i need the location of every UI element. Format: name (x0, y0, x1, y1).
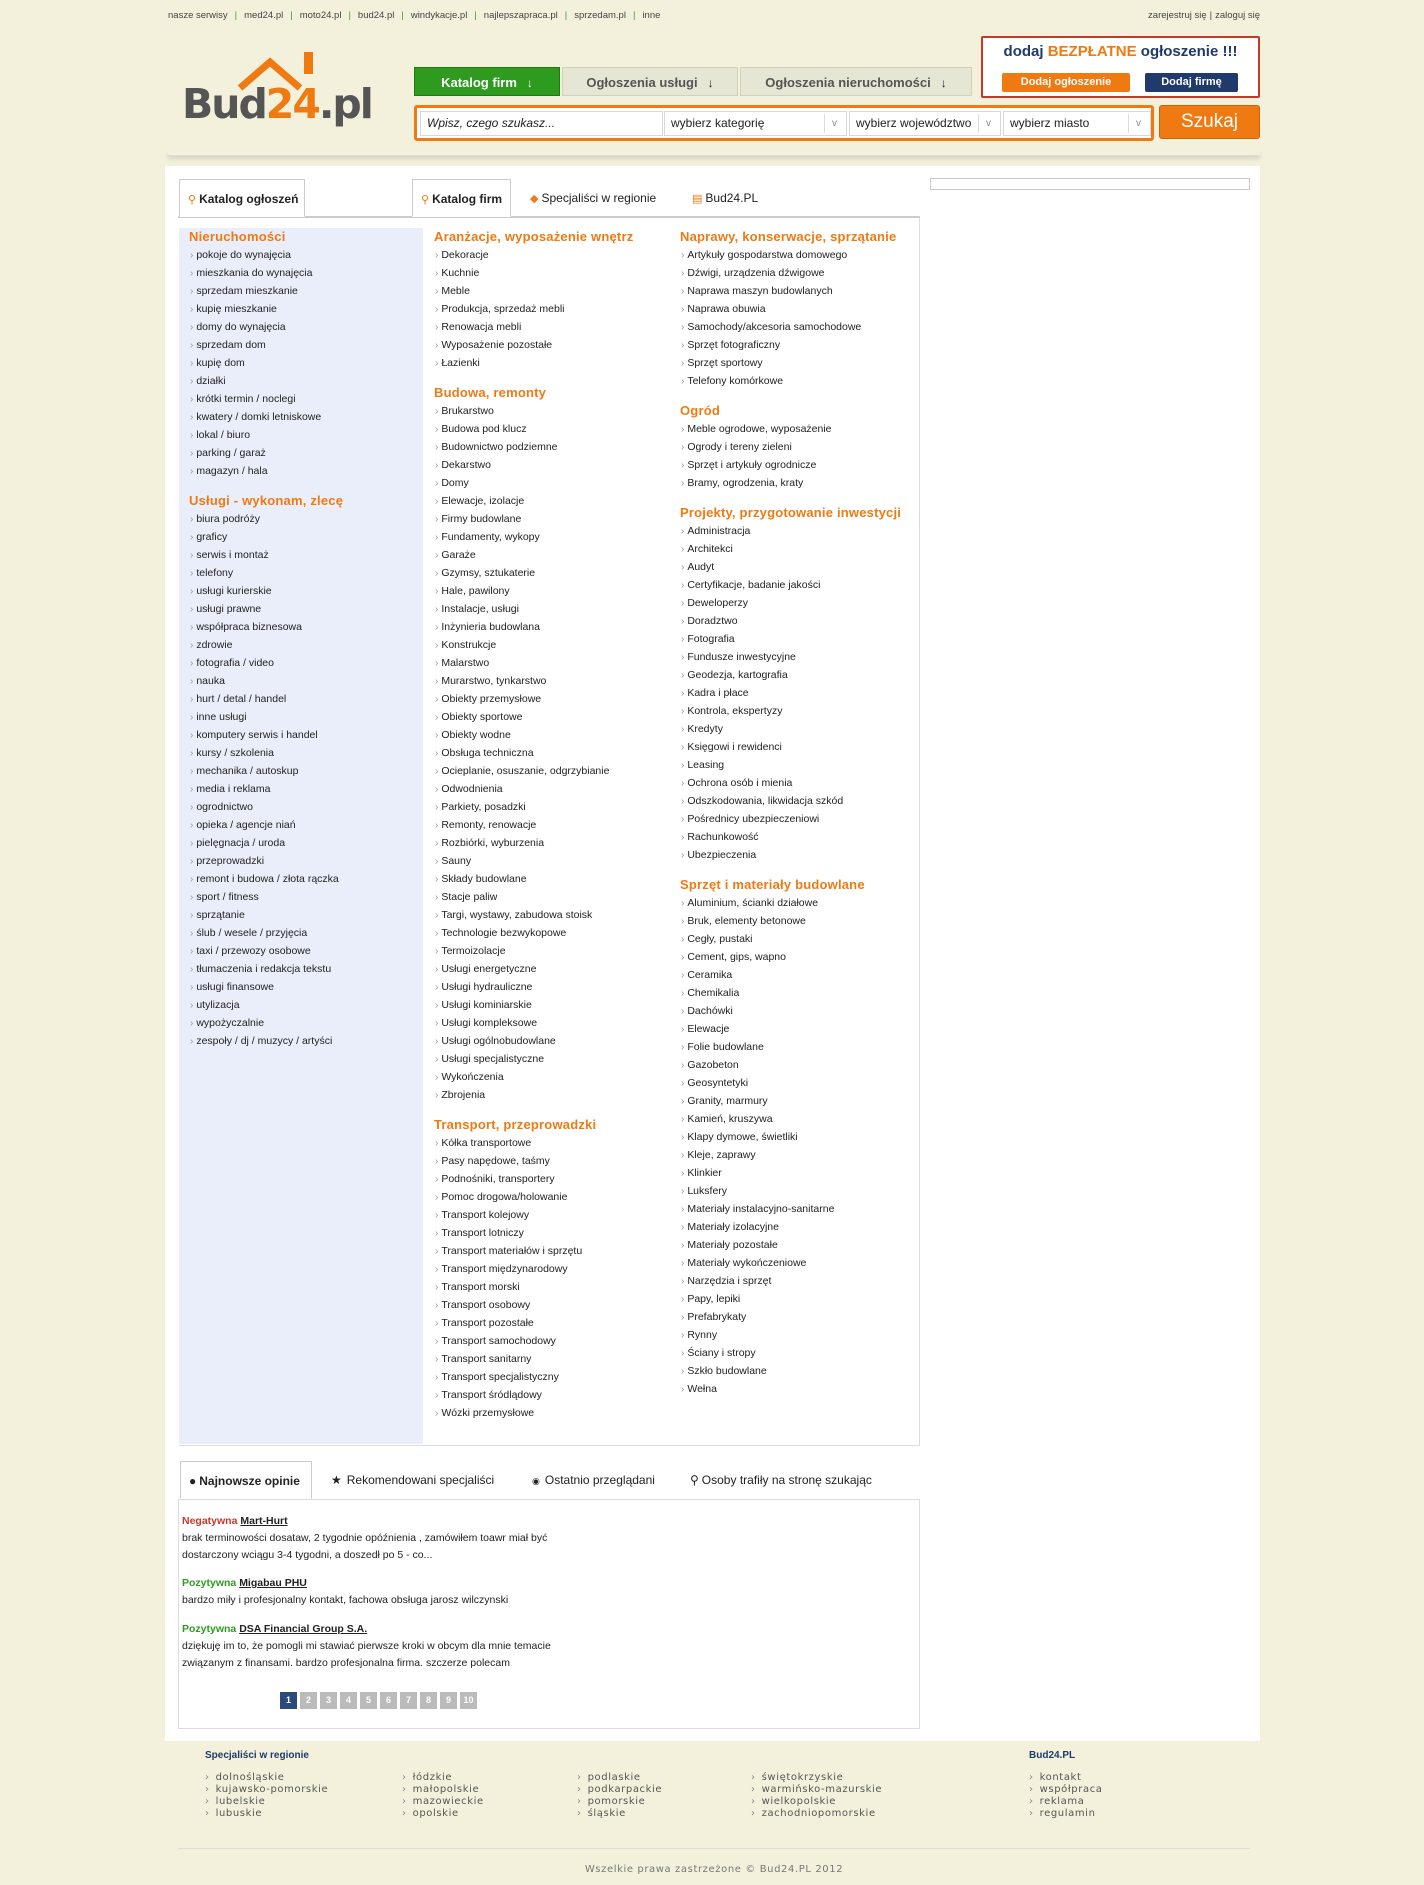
category-list (681, 246, 861, 390)
category-link[interactable]: › Cegły, pustaki (681, 930, 834, 948)
category-link[interactable]: › Usługi kominiarskie (435, 996, 609, 1014)
category-link[interactable]: › Bramy, ogrodzenia, kraty (681, 474, 832, 492)
category-link[interactable]: › Telefony komórkowe (681, 372, 861, 390)
map-icon: ◆ (530, 193, 539, 205)
opinion-text: dziękuję im to, że pomogli mi stawiać pierwsze kroki w obcym dla mnie temacie (182, 1640, 551, 1652)
category-link[interactable]: › Obiekty sportowe (435, 708, 609, 726)
category-link[interactable]: › pokoje do wynajęcia (190, 246, 321, 264)
category-link[interactable]: › Audyt (681, 558, 843, 576)
company-link[interactable]: DSA Financial Group S.A. (239, 1623, 368, 1635)
category-heading[interactable]: Projekty, przygotowanie inwestycji (680, 505, 902, 520)
category-link[interactable]: › Usługi specjalistyczne (435, 1050, 609, 1068)
category-list (681, 522, 843, 864)
tab-newest-opinions[interactable]: ● Najnowsze opinie (180, 1461, 312, 1499)
category-link[interactable]: › Administracja (681, 522, 843, 540)
category-link[interactable]: › lokal / biuro (190, 426, 321, 444)
category-link[interactable]: › Budowa pod klucz (435, 420, 609, 438)
footer-region-link[interactable]: › dolnośląskie (205, 1772, 328, 1784)
free-ad-promo (981, 36, 1260, 98)
page-button[interactable]: 10 (460, 1692, 477, 1709)
category-link[interactable]: › hurt / detal / handel (190, 690, 339, 708)
page-button[interactable]: 9 (440, 1692, 457, 1709)
footer-region-column (577, 1772, 662, 1820)
service-link[interactable]: med24.pl (244, 10, 284, 21)
category-link[interactable]: › Architekci (681, 540, 843, 558)
page-button[interactable]: 3 (320, 1692, 337, 1709)
nav-tab-realestate-ads[interactable]: Ogłoszenia nieruchomości ↓ (740, 67, 972, 96)
category-link[interactable]: › Malarstwo (435, 654, 609, 672)
category-link[interactable]: › Technologie bezwykopowe (435, 924, 609, 942)
footer-region-column (205, 1772, 328, 1820)
category-link[interactable]: › Prefabrykaty (681, 1308, 834, 1326)
category-link[interactable]: › Transport śródlądowy (435, 1386, 582, 1404)
category-link[interactable]: › Fotografia (681, 630, 843, 648)
tab-recommended[interactable]: ★ Rekomendowani specjaliści (331, 1473, 495, 1487)
tab-specialists[interactable]: ◆ Specjaliści w regionie (530, 191, 657, 205)
category-link[interactable]: › ogrodnictwo (190, 798, 339, 816)
category-link[interactable]: › Usługi ogólnobudowlane (435, 1032, 609, 1050)
footer-region-column (402, 1772, 484, 1820)
category-link[interactable]: › sprzedam dom (190, 336, 321, 354)
category-link[interactable]: › Transport kolejowy (435, 1206, 582, 1224)
category-list (435, 1134, 582, 1422)
category-link[interactable]: › Obiekty przemysłowe (435, 690, 609, 708)
category-link[interactable]: › Meble ogrodowe, wyposażenie (681, 420, 832, 438)
category-link[interactable]: › Transport międzynarodowy (435, 1260, 582, 1278)
category-link[interactable]: › Wełna (681, 1380, 834, 1398)
footer-region-link[interactable]: › mazowieckie (402, 1796, 484, 1808)
category-link[interactable]: › współpraca biznesowa (190, 618, 339, 636)
category-link[interactable]: › Składy budowlane (435, 870, 609, 888)
category-link[interactable]: › Brukarstwo (435, 402, 609, 420)
page-button[interactable]: 7 (400, 1692, 417, 1709)
service-link[interactable]: sprzedam.pl (574, 10, 626, 21)
category-link[interactable]: › wypożyczalnie (190, 1014, 339, 1032)
category-link[interactable]: › biura podróży (190, 510, 339, 528)
category-link[interactable]: › sprzedam mieszkanie (190, 282, 321, 300)
footer-region-link[interactable]: › kujawsko-pomorskie (205, 1784, 328, 1796)
category-link[interactable]: › usługi prawne (190, 600, 339, 618)
category-link[interactable]: › Certyfikacje, badanie jakości (681, 576, 843, 594)
category-link[interactable]: › mieszkania do wynajęcia (190, 264, 321, 282)
category-link[interactable]: › Ceramika (681, 966, 834, 984)
category-link[interactable]: › Klapy dymowe, świetliki (681, 1128, 834, 1146)
category-heading[interactable]: Sprzęt i materiały budowlane (680, 877, 865, 892)
category-link[interactable]: › Sprzęt fotograficzny (681, 336, 861, 354)
category-link[interactable]: › Aluminium, ścianki działowe (681, 894, 834, 912)
category-link[interactable]: › Odszkodowania, likwidacja szkód (681, 792, 843, 810)
city-select[interactable]: wybierz miasto v (1003, 111, 1151, 136)
opinion-text: dostarczony wciągu 3-4 tygodni, a doszedł po 5 - co... (182, 1549, 433, 1561)
footer-region-link[interactable]: › lubelskie (205, 1796, 328, 1808)
footer-region-link[interactable]: › świętokrzyskie (751, 1772, 882, 1784)
category-link[interactable]: › Transport sanitarny (435, 1350, 582, 1368)
category-link[interactable]: › Narzędzia i sprzęt (681, 1272, 834, 1290)
category-link[interactable]: › Termoizolacje (435, 942, 609, 960)
footer-region-link[interactable]: › wielkopolskie (751, 1796, 882, 1808)
category-link[interactable]: › media i reklama (190, 780, 339, 798)
category-heading[interactable]: Budowa, remonty (434, 385, 547, 400)
sidebar-box (930, 178, 1250, 190)
opinion-text: bardzo miły i profesjonalny kontakt, fachowa obsługa jarosz wilczynski (182, 1594, 509, 1606)
tab-bud24[interactable]: ▤ Bud24.PL (692, 191, 759, 205)
category-link[interactable]: › Rachunkowość (681, 828, 843, 846)
tab-search-terms[interactable]: ⚲ Osoby trafiły na stronę szukając (690, 1473, 872, 1487)
category-link[interactable]: › sport / fitness (190, 888, 339, 906)
services-links: nasze serwisy | med24.pl | moto24.pl | bud24.pl | windykacje.pl | najlepszapraca.pl | sprzedam.pl | inne (168, 10, 661, 21)
category-link[interactable]: › Hale, pawilony (435, 582, 609, 600)
category-link[interactable]: › Usługi kompleksowe (435, 1014, 609, 1032)
category-link[interactable]: › serwis i montaż (190, 546, 339, 564)
category-link[interactable]: › Transport osobowy (435, 1296, 582, 1314)
category-link[interactable]: › Remonty, renowacje (435, 816, 609, 834)
page-button[interactable]: 8 (420, 1692, 437, 1709)
category-link[interactable]: › Usługi hydrauliczne (435, 978, 609, 996)
site-logo[interactable] (182, 50, 372, 128)
opinion-type: Pozytywna (182, 1623, 237, 1635)
region-select[interactable]: wybierz województwo v (849, 111, 1001, 136)
category-link[interactable]: › Transport materiałów i sprzętu (435, 1242, 582, 1260)
category-heading[interactable]: Aranżacje, wyposażenie wnętrz (434, 229, 634, 244)
add-ad-button[interactable]: Dodaj ogłoszenie (1002, 73, 1130, 92)
copyright: Wszelkie prawa zastrzeżone © Bud24.PL 2012 (584, 1864, 844, 1875)
category-link[interactable]: › Instalacje, usługi (435, 600, 609, 618)
category-list (681, 894, 834, 1398)
category-link[interactable]: › Naprawa maszyn budowlanych (681, 282, 861, 300)
category-link[interactable]: › przeprowadzki (190, 852, 339, 870)
category-link[interactable]: › Materiały wykończeniowe (681, 1254, 834, 1272)
category-link[interactable]: › Obsługa techniczna (435, 744, 609, 762)
category-link[interactable]: › Pośrednicy ubezpieczeniowi (681, 810, 843, 828)
category-link[interactable]: › Inżynieria budowlana (435, 618, 609, 636)
category-heading[interactable]: Usługi - wykonam, zlecę (189, 493, 344, 508)
search-icon: ⚲ (421, 194, 430, 206)
category-link[interactable]: › utylizacja (190, 996, 339, 1014)
category-link[interactable]: › Firmy budowlane (435, 510, 609, 528)
category-link[interactable]: › Transport lotniczy (435, 1224, 582, 1242)
category-link[interactable]: › kupię mieszkanie (190, 300, 321, 318)
category-link[interactable]: › Usługi energetyczne (435, 960, 609, 978)
category-link[interactable]: › Kredyty (681, 720, 843, 738)
category-link[interactable]: › telefony (190, 564, 339, 582)
tab-ads-catalog[interactable]: ⚲ Katalog ogłoszeń (179, 179, 305, 217)
category-link[interactable]: › tłumaczenia i redakcja tekstu (190, 960, 339, 978)
category-link[interactable]: › Materiały pozostałe (681, 1236, 834, 1254)
category-link[interactable]: › Papy, lepiki (681, 1290, 834, 1308)
category-link[interactable]: › komputery serwis i handel (190, 726, 339, 744)
category-link[interactable]: › Meble (435, 282, 564, 300)
footer-link[interactable]: › regulamin (1029, 1808, 1103, 1820)
footer-region-link[interactable]: › pomorskie (577, 1796, 662, 1808)
category-link[interactable]: › Parkiety, posadzki (435, 798, 609, 816)
category-link[interactable]: › zdrowie (190, 636, 339, 654)
category-heading[interactable]: Transport, przeprowadzki (434, 1117, 597, 1132)
category-link[interactable]: › krótki termin / noclegi (190, 390, 321, 408)
category-link[interactable]: › zespoły / dj / muzycy / artyści (190, 1032, 339, 1050)
category-link[interactable]: › taxi / przewozy osobowe (190, 942, 339, 960)
category-link[interactable]: › remont i budowa / złota rączka (190, 870, 339, 888)
category-link[interactable]: › opieka / agencje niań (190, 816, 339, 834)
register-link[interactable]: zarejestruj się (1148, 10, 1207, 21)
category-link[interactable]: › Szkło budowlane (681, 1362, 834, 1380)
category-link[interactable]: › fotografia / video (190, 654, 339, 672)
category-link[interactable]: › magazyn / hala (190, 462, 321, 480)
category-link[interactable]: › Materiały izolacyjne (681, 1218, 834, 1236)
category-link[interactable]: › Pomoc drogowa/holowanie (435, 1188, 582, 1206)
category-link[interactable]: › usługi kurierskie (190, 582, 339, 600)
category-link[interactable]: › Elewacje, izolacje (435, 492, 609, 510)
category-link[interactable]: › Produkcja, sprzedaż mebli (435, 300, 564, 318)
footer-region-column (751, 1772, 882, 1820)
category-link[interactable]: › Artykuły gospodarstwa domowego (681, 246, 861, 264)
category-link[interactable]: › Fundamenty, wykopy (435, 528, 609, 546)
category-link[interactable]: › Targi, wystawy, zabudowa stoisk (435, 906, 609, 924)
category-link[interactable]: › Sprzęt i artykuły ogrodnicze (681, 456, 832, 474)
category-link[interactable]: › Fundusze inwestycyjne (681, 648, 843, 666)
category-link[interactable]: › Luksfery (681, 1182, 834, 1200)
chevron-down-icon: v (978, 114, 998, 133)
category-link[interactable]: › Odwodnienia (435, 780, 609, 798)
category-link[interactable]: › Wyposażenie pozostałe (435, 336, 564, 354)
category-select[interactable]: wybierz kategorię v (664, 111, 847, 136)
service-link[interactable]: najlepszapraca.pl (483, 10, 558, 21)
footer-region-link[interactable]: › warmińsko-mazurskie (751, 1784, 882, 1796)
service-link[interactable]: nasze serwisy (168, 10, 228, 21)
category-link[interactable]: › Transport samochodowy (435, 1332, 582, 1350)
footer-region-link[interactable]: › podlaskie (577, 1772, 662, 1784)
category-link[interactable]: › usługi finansowe (190, 978, 339, 996)
category-link[interactable]: › Klinkier (681, 1164, 834, 1182)
opinion-type: Pozytywna (182, 1577, 237, 1589)
category-link[interactable]: › domy do wynajęcia (190, 318, 321, 336)
category-list (681, 420, 832, 492)
arrow-down-icon: ↓ (526, 76, 533, 90)
footer-regions-title: Specjaliści w regionie (205, 1750, 309, 1761)
category-link[interactable]: › Kadra i płace (681, 684, 843, 702)
footer-region-link[interactable]: › lubuskie (205, 1808, 328, 1820)
opinion-text: związanym z finansami. bardzo profesjonalna firma. szczerze polecam (182, 1657, 510, 1669)
category-link[interactable]: › Transport specjalistyczny (435, 1368, 582, 1386)
category-heading[interactable]: Nieruchomości (189, 229, 286, 244)
category-link[interactable]: › Murarstwo, tynkarstwo (435, 672, 609, 690)
service-link[interactable]: moto24.pl (299, 10, 342, 21)
search-icon: ⚲ (188, 194, 197, 206)
opinion-text: brak terminowości dosataw, 2 tygodnie opóźnienia , zamówiłem toawr miał być (182, 1532, 548, 1544)
category-link[interactable]: › graficy (190, 528, 339, 546)
category-link[interactable]: › Ogrody i tereny zieleni (681, 438, 832, 456)
nav-tab-service-ads[interactable]: Ogłoszenia usługi ↓ (562, 67, 738, 96)
category-link[interactable]: › Dachówki (681, 1002, 834, 1020)
category-link[interactable]: › Renowacja mebli (435, 318, 564, 336)
search-input[interactable]: Wpisz, czego szukasz... (420, 111, 663, 136)
search-icon: ⚲ (690, 1473, 699, 1487)
search-button[interactable]: Szukaj (1159, 105, 1260, 139)
tab-firm-catalog[interactable]: ⚲ Katalog firm (412, 179, 511, 217)
category-link[interactable]: › kupię dom (190, 354, 321, 372)
category-list (435, 246, 564, 372)
category-link[interactable]: › Dekarstwo (435, 456, 609, 474)
category-link[interactable]: › Ocieplanie, osuszanie, odgrzybianie (435, 762, 609, 780)
document-icon: ▤ (692, 193, 703, 205)
category-list (190, 246, 321, 480)
category-link[interactable]: › Kontrola, ekspertyzy (681, 702, 843, 720)
category-link[interactable]: › Kuchnie (435, 264, 564, 282)
category-heading[interactable]: Ogród (680, 403, 720, 418)
footer-bud-links (1029, 1772, 1103, 1820)
category-link[interactable]: › Dekoracje (435, 246, 564, 264)
category-link[interactable]: › Konstrukcje (435, 636, 609, 654)
category-link[interactable]: › Transport pozostałe (435, 1314, 582, 1332)
category-link[interactable]: › Ubezpieczenia (681, 846, 843, 864)
eye-icon: ◉ (532, 1476, 540, 1486)
category-link[interactable]: › kursy / szkolenia (190, 744, 339, 762)
category-link[interactable]: › Doradztwo (681, 612, 843, 630)
footer-link[interactable]: › reklama (1029, 1796, 1103, 1808)
category-link[interactable]: › Sauny (435, 852, 609, 870)
promo-title: dodaj BEZPŁATNE ogłoszenie !!! (1003, 43, 1238, 60)
opinion-item (182, 1513, 582, 1564)
page-button[interactable]: 1 (280, 1692, 297, 1709)
category-link[interactable]: › Księgowi i rewidenci (681, 738, 843, 756)
category-link[interactable]: › Transport morski (435, 1278, 582, 1296)
category-link[interactable]: › Gazobeton (681, 1056, 834, 1074)
category-link[interactable]: › Samochody/akcesoria samochodowe (681, 318, 861, 336)
category-link[interactable]: › Obiekty wodne (435, 726, 609, 744)
category-link[interactable]: › Kółka transportowe (435, 1134, 582, 1152)
category-link[interactable]: › Garaże (435, 546, 609, 564)
arrow-down-icon: ↓ (707, 76, 714, 90)
category-link[interactable]: › Cement, gips, wapno (681, 948, 834, 966)
category-link[interactable]: › Sprzęt sportowy (681, 354, 861, 372)
header-divider (168, 150, 1260, 156)
category-link[interactable]: › Deweloperzy (681, 594, 843, 612)
category-link[interactable]: › działki (190, 372, 321, 390)
account-links: zarejestruj się | zaloguj się (1148, 10, 1260, 21)
logo-text: Bud24.pl (182, 80, 372, 128)
speech-bubble-icon: ● (189, 1474, 197, 1488)
category-link[interactable]: › Pasy napędowe, taśmy (435, 1152, 582, 1170)
category-link[interactable]: › mechanika / autoskup (190, 762, 339, 780)
category-link[interactable]: › Geodezja, kartografia (681, 666, 843, 684)
category-link[interactable]: › pielęgnacja / uroda (190, 834, 339, 852)
footer-divider (178, 1848, 1250, 1849)
opinion-item (182, 1575, 582, 1609)
add-firm-button[interactable]: Dodaj firmę (1145, 73, 1238, 92)
footer-region-link[interactable]: › opolskie (402, 1808, 484, 1820)
category-link[interactable]: › Kamień, kruszywa (681, 1110, 834, 1128)
chevron-down-icon: v (824, 114, 844, 133)
category-list (190, 510, 339, 1050)
service-link[interactable]: windykacje.pl (410, 10, 468, 21)
category-link[interactable]: › Rynny (681, 1326, 834, 1344)
category-link[interactable]: › parking / garaż (190, 444, 321, 462)
top-bar (168, 10, 1260, 24)
footer-region-link[interactable]: › małopolskie (402, 1784, 484, 1796)
opinions-tabs (178, 1459, 920, 1499)
opinion-item (182, 1621, 582, 1672)
category-link[interactable]: › ślub / wesele / przyjęcia (190, 924, 339, 942)
page-button[interactable]: 4 (340, 1692, 357, 1709)
category-link[interactable]: › Zbrojenia (435, 1086, 609, 1104)
category-link[interactable]: › Ściany i stropy (681, 1344, 834, 1362)
service-link[interactable]: inne (642, 10, 661, 21)
category-link[interactable]: › Domy (435, 474, 609, 492)
category-heading[interactable]: Naprawy, konserwacje, sprzątanie (680, 229, 897, 244)
star-icon: ★ (331, 1473, 342, 1487)
company-link[interactable]: Migabau PHU (239, 1577, 307, 1589)
opinion-type: Negatywna (182, 1515, 238, 1527)
page-button[interactable]: 2 (300, 1692, 317, 1709)
category-link[interactable]: › Wózki przemysłowe (435, 1404, 582, 1422)
category-link[interactable]: › Granity, marmury (681, 1092, 834, 1110)
category-link[interactable]: › kwatery / domki letniskowe (190, 408, 321, 426)
page-button[interactable]: 5 (360, 1692, 377, 1709)
category-link[interactable]: › Ochrona osób i mienia (681, 774, 843, 792)
category-link[interactable]: › Geosyntetyki (681, 1074, 834, 1092)
nav-tab-firm-catalog[interactable]: Katalog firm ↓ (414, 67, 560, 96)
category-link[interactable]: › Kleje, zaprawy (681, 1146, 834, 1164)
category-link[interactable]: › Bruk, elementy betonowe (681, 912, 834, 930)
category-link[interactable]: › nauka (190, 672, 339, 690)
category-link[interactable]: › Łazienki (435, 354, 564, 372)
category-link[interactable]: › Naprawa obuwia (681, 300, 861, 318)
category-link[interactable]: › Folie budowlane (681, 1038, 834, 1056)
category-link[interactable]: › inne usługi (190, 708, 339, 726)
company-link[interactable]: Mart-Hurt (240, 1515, 288, 1527)
footer-region-link[interactable]: › łódzkie (402, 1772, 484, 1784)
category-link[interactable]: › Elewacje (681, 1020, 834, 1038)
category-link[interactable]: › Leasing (681, 756, 843, 774)
search-bar (414, 105, 1154, 141)
footer-link[interactable]: › współpraca (1029, 1784, 1103, 1796)
category-link[interactable]: › Dźwigi, urządzenia dźwigowe (681, 264, 861, 282)
category-link[interactable]: › Chemikalia (681, 984, 834, 1002)
category-link[interactable]: › Wykończenia (435, 1068, 609, 1086)
category-link[interactable]: › Materiały instalacyjno-sanitarne (681, 1200, 834, 1218)
category-link[interactable]: › Podnośniki, transportery (435, 1170, 582, 1188)
service-link[interactable]: bud24.pl (357, 10, 395, 21)
arrow-down-icon: ↓ (940, 76, 947, 90)
category-link[interactable]: › sprzątanie (190, 906, 339, 924)
login-link[interactable]: zaloguj się (1215, 10, 1260, 21)
category-list (435, 402, 609, 1104)
category-link[interactable]: › Gzymsy, sztukaterie (435, 564, 609, 582)
category-link[interactable]: › Rozbiórki, wyburzenia (435, 834, 609, 852)
chevron-down-icon: v (1128, 114, 1148, 133)
footer-link[interactable]: › kontakt (1029, 1772, 1103, 1784)
page-button[interactable]: 6 (380, 1692, 397, 1709)
footer-region-link[interactable]: › śląskie (577, 1808, 662, 1820)
footer-bud-title: Bud24.PL (1029, 1750, 1076, 1761)
category-link[interactable]: › Stacje paliw (435, 888, 609, 906)
footer-region-link[interactable]: › zachodniopomorskie (751, 1808, 882, 1820)
category-link[interactable]: › Budownictwo podziemne (435, 438, 609, 456)
footer-region-link[interactable]: › podkarpackie (577, 1784, 662, 1796)
tab-recently-viewed[interactable]: ◉ Ostatnio przeglądani (532, 1473, 655, 1487)
